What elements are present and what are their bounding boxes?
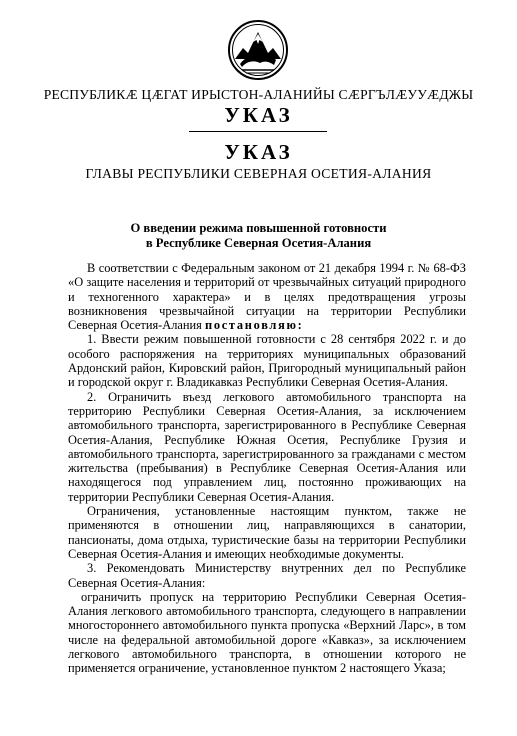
header-divider (189, 131, 327, 132)
paragraph-3: 3. Рекомендовать Министерству внутренних дел по Республике Северная Осетия-Алания: (68, 561, 466, 590)
decree-title-line-2: в Республике Северная Осетия-Алания (145, 236, 372, 250)
decree-title-line-1: О введении режима повышенной готовности (130, 221, 387, 235)
decree-verb: постановляю: (205, 318, 304, 333)
paragraph-2: 2. Ограничить въезд легкового автомобильного транспорта на территорию Республики Северная Осетия-Алания, за исключением автомобильного транспорта, зарегистрированного в Республике Северная Осетия-Алания, Республике Южная Осетия, Республике Грузия и автомобильного транспорта, зарегистрированного за гражданами с местом жительства (пребывания) в Республике Северная Осетия-Алания или находящегося под управлением лиц, постоянно проживающих на территории Республики Северная Осетия-Алания. (68, 389, 466, 504)
coat-of-arms-emblem (228, 18, 288, 82)
decree-heading-russian: УКАЗ (224, 140, 293, 164)
header-ossetian: РЕСПУБЛИКӔ ЦӔГАТ ИРЫСТОН-АЛАНИЙЫ СӔРГЪЛӔУУӔДЖЫ (43, 87, 474, 102)
header-russian: ГЛАВЫ РЕСПУБЛИКИ СЕВЕРНАЯ ОСЕТИЯ-АЛАНИЯ (85, 166, 432, 181)
decree-body (68, 261, 466, 676)
paragraph-1: 1. Ввести режим повышенной готовности с 28 сентября 2022 г. и до особого распоряжения на территориях муниципальных образований Ардонский район, Кировский район, Пригородный муниципальный район и городской округ г. Владикавказ Республики Северная Осетия-Алания. (68, 332, 466, 390)
preamble-text: В соответствии с Федеральным законом от 21 декабря 1994 г. № 68-ФЗ «О защите населения и территорий от чрезвычайных ситуаций природного и техногенного характера» и в целях предотвращения угрозы возникновения чрезвычайной ситуации на территории Республики Северная Осетия-Алания (68, 261, 466, 333)
paragraph-2-exceptions: Ограничения, установленные настоящим пунктом, также не применяются в отношении лиц, направляющихся в санатории, пансионаты, дома отдыха, туристические базы на территории Республики Северная Осетия-Алания и имеющих необходимые документы. (68, 504, 466, 561)
decree-heading-ossetian: УКАЗ (224, 103, 293, 127)
preamble-paragraph (68, 261, 466, 332)
paragraph-3-item-1: ограничить пропуск на территорию Республики Северная Осетия-Алания легкового автомобильного транспорта, следующего в направлении многостороннего автомобильного пункта пропуска «Верхний Ларс», в том числе на федеральной автомобильной дороге «Кавказ», за исключением легкового автомобильного транспорта, в отношении которого не применяется ограничение, установленное пунктом 2 настоящего Указа; (68, 589, 466, 676)
